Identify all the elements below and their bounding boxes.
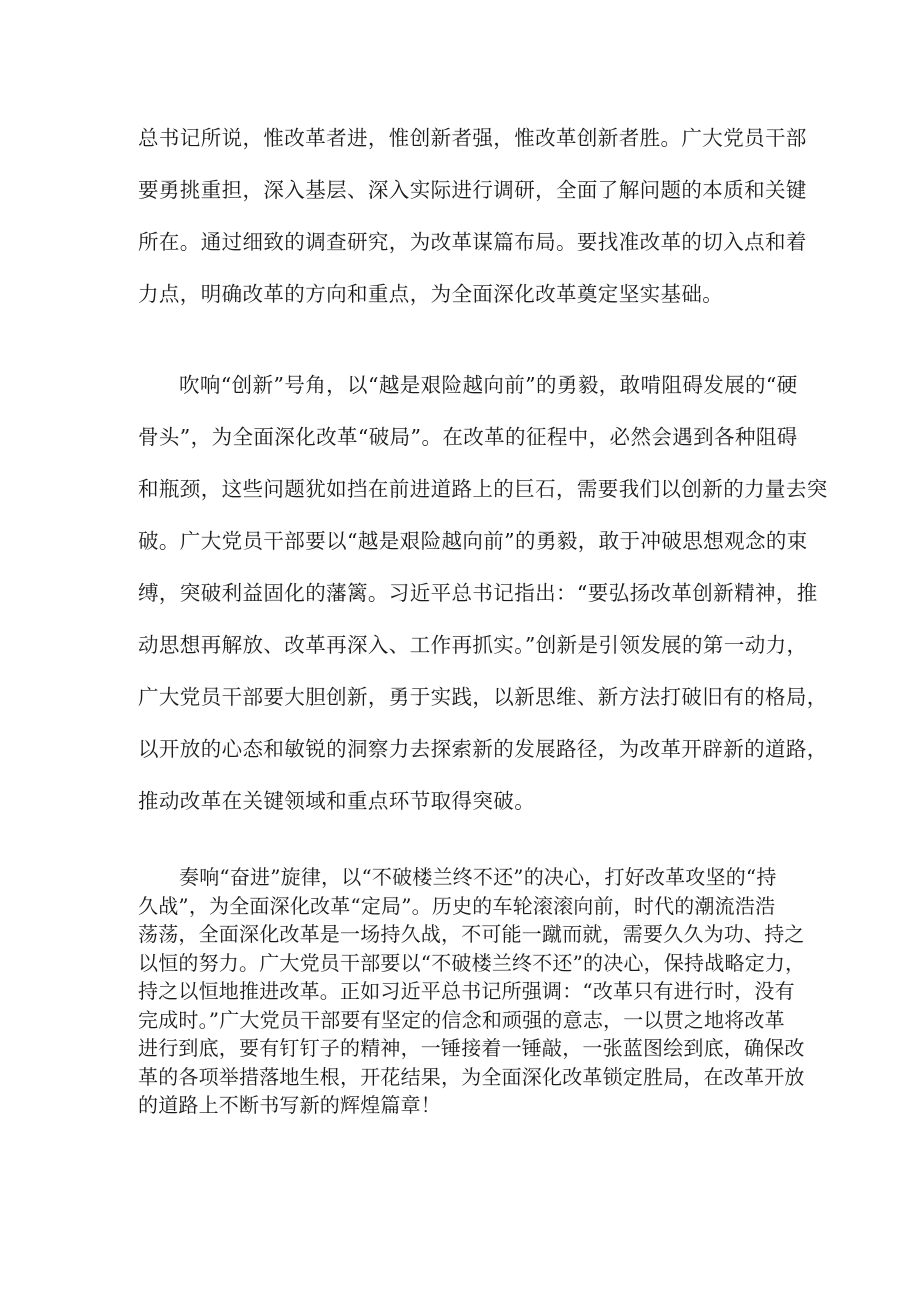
paragraph-line: 缚，突破利益固化的藩篱。习近平总书记指出：“要弘扬改革创新精神，推 — [138, 581, 818, 605]
paragraph-line: 以恒的努力。广大党员干部要以“不破楼兰终不还”的决心，保持战略定力， — [138, 950, 806, 975]
paragraph-line: 吹响“创新”号角，以“越是艰险越向前”的勇毅，敢啃阻碍发展的“硬 — [179, 373, 798, 397]
paragraph-line: 的道路上不断书写新的辉煌篇章！ — [138, 1093, 441, 1117]
paragraph-line: 持之以恒地推进改革。正如习近平总书记所强调：“改革只有进行时，没有 — [138, 979, 795, 1003]
paragraph-line: 奏响“奋进”旋律，以“不破楼兰终不还”的决心，打好改革攻坚的“持 — [179, 865, 777, 889]
paragraph-line: 所在。通过细致的调查研究，为改革谋篇布局。要找准改革的切入点和着 — [138, 230, 807, 254]
paragraph-3 — [138, 863, 806, 1120]
paragraph-line: 革的各项举措落地生根，开花结果，为全面深化改革锁定胜局，在改革开放 — [138, 1064, 805, 1089]
paragraph-line: 动思想再解放、改革再深入、工作再抓实。”创新是引领发展的第一动力， — [138, 633, 808, 657]
paragraph-line: 进行到底，要有钉钉子的精神，一锤接着一锤敲，一张蓝图绘到底，确保改 — [138, 1036, 805, 1060]
paragraph-line: 骨头”，为全面深化改革“破局”。在改革的征程中，必然会遇到各种阻碍 — [138, 425, 798, 449]
paragraph-line: 总书记所说，惟改革者进，惟创新者强，惟改革创新者胜。广大党员干部 — [138, 126, 807, 150]
paragraph-line: 要勇挑重担，深入基层、深入实际进行调研，全面了解问题的本质和关键 — [138, 178, 807, 202]
paragraph-line: 以开放的心态和敏锐的洞察力去探索新的发展路径，为改革开辟新的道路， — [138, 737, 828, 761]
paragraph-2 — [138, 359, 828, 827]
paragraph-line: 力点，明确改革的方向和重点，为全面深化改革奠定坚实基础。 — [138, 282, 724, 306]
paragraph-line: 久战”，为全面深化改革“定局”。历史的车轮滚滚向前，时代的潮流浩浩 — [138, 893, 776, 918]
paragraph-line: 完成时。”广大党员干部要有坚定的信念和顽强的意志，一以贯之地将改革 — [138, 1007, 785, 1032]
paragraph-line: 推动改革在关键领域和重点环节取得突破。 — [138, 789, 536, 813]
paragraph-line: 荡荡，全面深化改革是一场持久战，不可能一蹴而就，需要久久为功、持之 — [138, 922, 805, 946]
paragraph-line: 广大党员干部要大胆创新，勇于实践，以新思维、新方法打破旧有的格局， — [138, 685, 828, 709]
paragraph-line: 破。广大党员干部要以“越是艰险越向前”的勇毅，敢于冲破思想观念的束 — [138, 529, 808, 553]
paragraph-line: 和瓶颈，这些问题犹如挡在前进道路上的巨石，需要我们以创新的力量去突 — [138, 477, 828, 501]
paragraph-1 — [138, 112, 807, 320]
